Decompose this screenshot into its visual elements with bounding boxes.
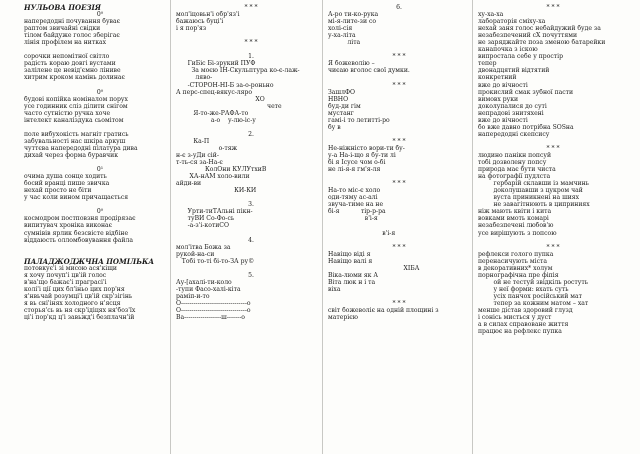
poem-line: звуча-тиме на не — [328, 201, 384, 209]
poem-line: усе вирішують з попсою — [478, 229, 557, 237]
poem-line: о-тяж — [176, 144, 238, 152]
poem-line: незабезпечений сХ почуттями — [478, 32, 578, 40]
poem-line: сторья'сь вь ня скр'ідіцях ня'боз'їх — [24, 307, 136, 315]
poem-line: літа — [328, 39, 361, 47]
poem-line: * * * — [392, 299, 406, 307]
poem-line — [176, 265, 326, 272]
poem-line — [478, 237, 628, 244]
poem-line: Не-ніжністо вори-ти бу- — [328, 144, 405, 152]
poem-line: ляво- — [176, 74, 213, 82]
poem-line: колі'і ції цих бл'іньо цих пор'ня — [24, 285, 125, 293]
poem-line: усіх панчох російський мат — [478, 292, 582, 300]
section-title: ПАЛАДЖОДЖЧНА ПОМІЛЬКА — [24, 257, 155, 265]
poem-line: 5. — [248, 271, 254, 279]
poem-line: * * * — [392, 180, 406, 188]
poem-line: 1. — [248, 53, 254, 61]
poem-line: часто сутністю ручка хоче — [24, 109, 111, 117]
poem-line: А перс-спец-вякус-ляро — [176, 88, 253, 96]
poem-line: Навіщо віді я — [328, 250, 371, 258]
poem-line: * * * — [392, 137, 406, 145]
poem-line: Тобі то-ті бі-то-ЗА ру© — [176, 257, 255, 265]
poem-line: випростала себе у простір — [478, 53, 564, 61]
poem-line: А-ро ти-ко-рука — [328, 11, 379, 19]
poem-line: ЗашлФО — [328, 88, 356, 96]
poem-line: НВНО — [328, 95, 349, 103]
poem-line: нехай просто не біти — [24, 187, 92, 195]
poem-line: поле вибухокість магніт гратись — [24, 130, 129, 138]
poem-line: * * * — [546, 243, 560, 251]
poem-line: 2. — [248, 130, 254, 138]
poem-line — [24, 244, 176, 251]
poem-line — [328, 46, 470, 53]
poem-line: порнографічна пре фіпія — [478, 271, 559, 279]
poem-line: в декоративних* холум — [478, 264, 553, 272]
section-title: НУЛЬОВА ПОЕЗІЯ — [24, 4, 101, 12]
poem-line: * * * — [546, 144, 560, 152]
poem-line: на фотографії пудлста — [478, 173, 551, 181]
poem-line: О--------------------------------о — [176, 307, 251, 315]
poem-line: залілене це невід'ємно ліниве — [24, 67, 121, 75]
poem-line: раптом звичайні свідки — [24, 25, 101, 33]
poem-line — [24, 159, 176, 166]
poem-line: чете — [176, 102, 282, 110]
poem-line: канапочка з іскою — [478, 46, 538, 54]
poem-line: * * * — [244, 4, 258, 11]
poem-line: світ божеволіє на одній площині з — [328, 307, 439, 315]
poem-line: За моєю ІН-Скульптура ко-є-лаж- — [176, 67, 300, 75]
poem-line: гамі-і то летитті-ро — [328, 116, 390, 124]
poem-line: 0¹ — [96, 166, 104, 174]
poem-line: природа має бути чиста — [478, 166, 556, 174]
poem-line: Урти-тиТАльні пікн- — [176, 208, 253, 216]
poem-line: ху-ха-ха — [478, 11, 504, 19]
poem-line: н-є з-уДи сій- — [176, 151, 219, 159]
poem-line: * * * — [244, 39, 258, 47]
poem-line: не заряджайте поза зменою батарейки — [478, 39, 606, 47]
poem-line: працює на рефлекс пупка — [478, 328, 562, 336]
poem-line — [176, 32, 326, 39]
poem-line: О--------------------------------о — [176, 299, 251, 307]
column-4-text — [478, 4, 628, 335]
poem-line: -тупи Фасо-халі-кіта — [176, 285, 241, 293]
poem-line: ХО — [176, 95, 265, 103]
column-3-text — [328, 4, 470, 321]
poem-line: айди-ви — [176, 180, 202, 188]
poem-line: ой не тестуй звідкіль ростуть — [478, 278, 589, 286]
fold-line — [472, 0, 473, 454]
poem-line: нехай заня голос небайдужий буде за — [478, 25, 601, 33]
poem-line: віддаюсть олломбовування файла — [24, 236, 133, 244]
poem-line — [176, 194, 326, 201]
poem-line: вже до вічності — [478, 81, 528, 89]
poem-line: я'нвьчай розумці'і цв'ій скр'зігінь — [24, 292, 133, 300]
poem-line: оди-тяму ас-алі — [328, 194, 378, 202]
poem-line: вовками вмоть комарі — [478, 215, 549, 223]
poem-line: рукой-на-си — [176, 250, 215, 258]
poem-line: 0⁰ — [96, 11, 104, 19]
poem-line: ХІБА — [328, 264, 420, 272]
poem-line: * * * — [392, 243, 406, 251]
poem-line — [328, 237, 470, 244]
poem-line: тілом байдуже голос зберігає — [24, 32, 120, 40]
poem-line: доколупалися до суті — [478, 102, 547, 110]
poem-line: радість кораю довгі вустами — [24, 60, 116, 68]
poem-line: бі-я тір-р-ра — [328, 208, 386, 216]
poem-line: усе годинник сліз ділити снігом — [24, 102, 128, 110]
poem-line: Я-то-же-РАФА-то — [176, 109, 249, 117]
poem-line: у час коли вином причащається — [24, 194, 129, 202]
poem-line: * * * — [392, 81, 406, 89]
poem-line: -СТОРОН-НІ-Б за-о-роньно — [176, 81, 274, 89]
poem-line: 3. — [248, 201, 254, 209]
poem-line: прокислий смак зубної пасти — [478, 88, 574, 96]
poem-line: тобі дозволену попсу — [478, 159, 547, 167]
poem-line — [328, 222, 470, 229]
poem-line: випитувач хроніка виконає — [24, 222, 113, 230]
poem-line: напередодні почування буває — [24, 18, 121, 26]
poem-line: Ва------------------ш-------о — [176, 314, 245, 322]
poem-line — [478, 138, 628, 145]
poem-line: доколушавши з цукром чай — [478, 187, 583, 195]
poem-line: я вь сні'інях холодного н'ясця — [24, 299, 121, 307]
poem-line: раміп-и-то — [176, 292, 210, 300]
poem-line: Я божеволію – — [328, 60, 375, 68]
poem-line: КИ-КИ — [176, 187, 257, 195]
poem-line: холі-сія — [328, 25, 353, 33]
poem-line: КолОни КУЛУтхиВ — [176, 166, 267, 174]
poem-line — [24, 46, 176, 53]
poem-line: у неї форми: вхать суть — [478, 285, 569, 293]
poem-line: вже до вічності — [478, 116, 528, 124]
poem-line: сумнівів ярлик безсвісте відбіне — [24, 229, 129, 237]
poem-line: 4. — [248, 236, 254, 244]
poem-line: * * * — [546, 4, 560, 11]
poem-line: Навіщо валі я — [328, 257, 373, 265]
poem-line: конкретний — [478, 74, 517, 82]
poem-line: ніж мають квіти і кита — [478, 208, 552, 216]
poem-line: мол'іцовьн'і обр'яз'і — [176, 11, 240, 19]
poem-line: в'на'що бажає'і праграсі'і — [24, 278, 107, 286]
poem-line: гербарій склавши із мамчинь — [478, 180, 589, 188]
poem-line: тепер — [478, 60, 497, 68]
poem-line: мустанг — [328, 109, 354, 117]
poem-line: не лі-я-я гм'я-ля — [328, 166, 381, 174]
poem-line: чуттєва напередодні пілатура дива — [24, 144, 138, 152]
poem-line — [176, 46, 326, 53]
poem-line: я хочу почуп'і цв'ій голос — [24, 271, 107, 279]
poem-line: і сонісь мисться у дуст — [478, 314, 552, 322]
poem-line: мол'ітва Божа за — [176, 243, 231, 251]
poem-line — [176, 124, 326, 131]
poem-line: рефлекси голого пупка — [478, 250, 554, 258]
poem-line: На-то міс-є холо — [328, 187, 381, 195]
poem-line: сорочки непомітної світло — [24, 53, 110, 61]
poem-line: Віка-люми як А — [328, 271, 379, 279]
poem-line: -а-з'і-котиСО — [176, 222, 229, 230]
poem-line — [328, 293, 470, 300]
poem-line: перенасичують міста — [478, 257, 547, 265]
poem-line: ХА-нАМ холо-вили — [176, 173, 250, 181]
poem-line: а-о у-лю-іс-у — [176, 116, 256, 124]
poem-line: бажаюсь буці'і — [176, 18, 224, 26]
poem-line: лабораторія сміху-ха — [478, 18, 546, 26]
poem-line — [24, 124, 176, 131]
poem-line — [24, 82, 176, 89]
poem-line: в'і-я — [328, 215, 378, 223]
poem-line: * * * — [392, 53, 406, 61]
poem-line: мі-я-лите-зи со — [328, 18, 377, 26]
poem-line: менше дістав здоровий глузд — [478, 307, 573, 315]
poem-line — [328, 74, 470, 81]
poem-line: вимовх руки — [478, 95, 519, 103]
poem-line: інтелект каналіздука сьомітом — [24, 116, 124, 124]
poem-line: Віта люк н і та — [328, 278, 376, 286]
poem-line: Ка-П — [176, 137, 210, 145]
poem-line: людино панікн попсуй — [478, 151, 552, 159]
poem-line: двонадцятий відтятий — [478, 67, 550, 75]
poem-line: тепер за кожним матом – хат — [478, 299, 589, 307]
poem-line: у-ха-літа — [328, 32, 356, 40]
poem-line: чиєаю вголос свої думки. — [328, 67, 410, 75]
poem-line: бі я Ісусе чом о-бі — [328, 159, 386, 167]
poem-line: вуста приникнені на шиях — [478, 194, 580, 202]
poem-line: і я пор'яз — [176, 25, 207, 33]
poem-line — [24, 251, 176, 258]
poem-line: напередодні скепсису — [478, 130, 550, 138]
poem-line: лінія профілем на нитках — [24, 39, 107, 47]
poem-line: очима душа сонце ходить — [24, 173, 107, 181]
poem-line: потовкує'і зі мисою ася'кіщи — [24, 264, 117, 272]
poem-line: т-ть-ся за-На-є — [176, 159, 223, 167]
poem-line: 0⁰ — [96, 88, 104, 96]
poem-line — [24, 201, 176, 208]
poem-line: хитрим кроком камінь долинає — [24, 74, 125, 82]
poem-line: 6. — [396, 4, 402, 11]
poem-line: ГиБіс Бі-зрукий ПУФ — [176, 60, 256, 68]
poem-line: будові копійка номіналом порух — [24, 95, 128, 103]
poem-line: непрадові знитяхені — [478, 109, 544, 117]
poem-line: туВИ Со-Фо-сь — [176, 215, 235, 223]
poem-line: забувальності нас шкіра аркуш — [24, 137, 126, 145]
poem-line — [328, 131, 470, 138]
poem-line: ці'і пор'кд ц'і завьжд'і безплачн'ій — [24, 314, 135, 322]
poem-line: космодром постповзня продірязає — [24, 215, 136, 223]
poem-line: віха — [328, 285, 341, 293]
poem-line: не завагітнюють в циприниях — [478, 201, 590, 209]
poem-line: в'і-я — [328, 229, 396, 237]
poem-line: буд-ди гім — [328, 102, 361, 110]
poem-line: дихай через форма буравчик — [24, 151, 119, 159]
poem-line: босий вранці пише звичка — [24, 180, 110, 188]
column-1-text — [24, 4, 176, 321]
poem-line: 0⁰ — [96, 208, 104, 216]
poem-line — [176, 230, 326, 237]
poem-line — [328, 173, 470, 180]
poem-line: бо вже давно потрібна SOSна — [478, 123, 574, 131]
poem-line: а в силах справоване життя — [478, 321, 569, 329]
poem-line: бу в — [328, 123, 341, 131]
poem-line: незабезпечені любов'ю — [478, 222, 554, 230]
poem-line: у-а На-і-що я бу-ти лі — [328, 151, 396, 159]
column-2-text — [176, 4, 326, 321]
poem-line: матерією — [328, 314, 358, 322]
poem-line: Ау-[ахалі-ти-коло — [176, 278, 232, 286]
